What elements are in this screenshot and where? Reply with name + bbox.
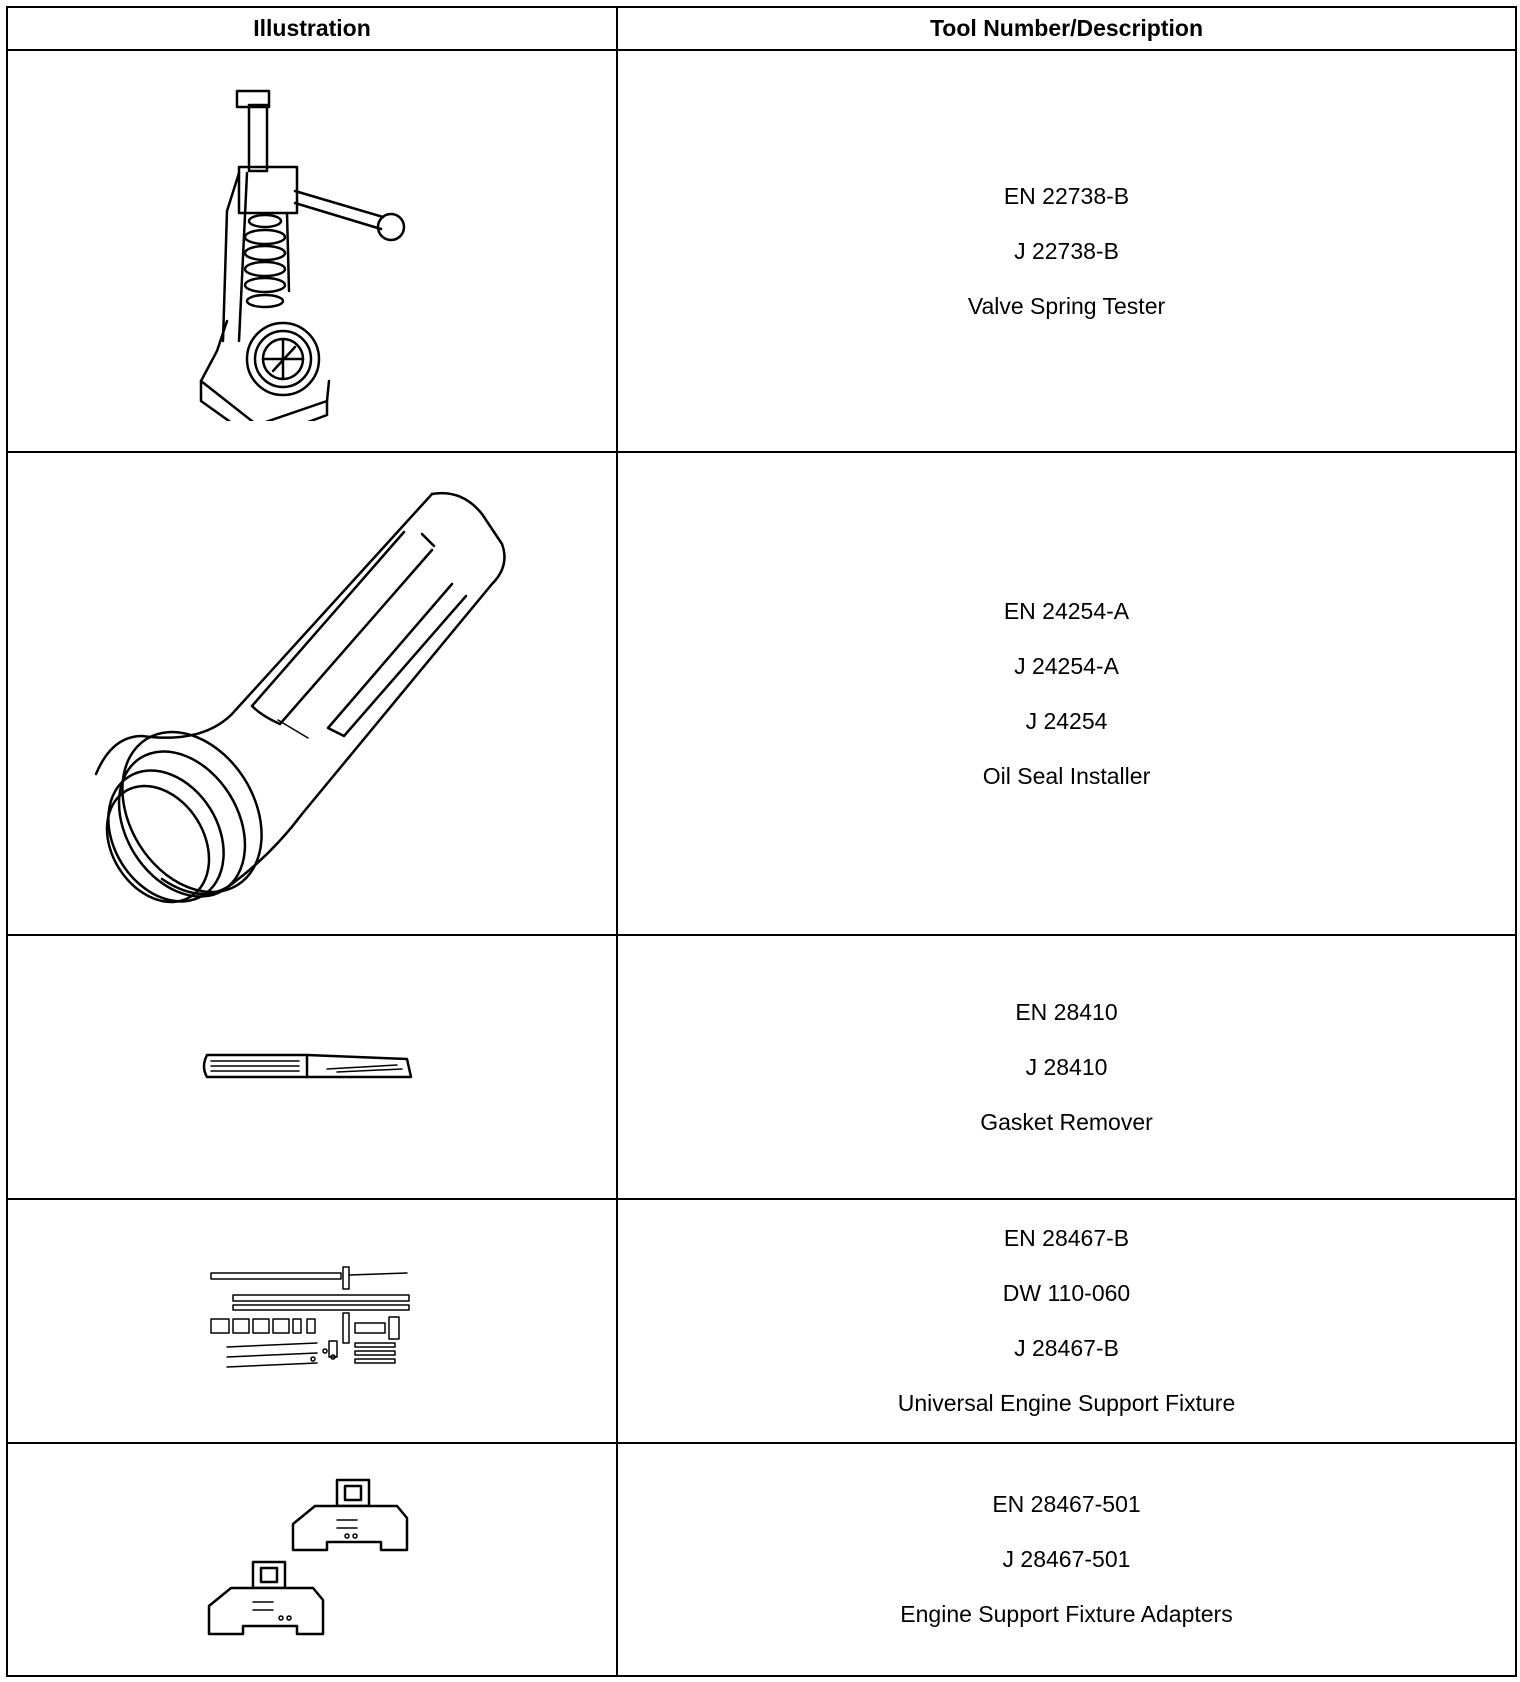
tool-description: Universal Engine Support Fixture — [897, 1390, 1236, 1416]
description-cell — [617, 50, 1516, 452]
illustration-cell — [7, 1199, 617, 1443]
table-row — [7, 50, 1516, 452]
tool-number: J 24254 — [1025, 707, 1108, 734]
tool-number: EN 22738-B — [1003, 182, 1130, 209]
description-cell — [617, 935, 1516, 1199]
header-tool-number-description: Tool Number/Description — [617, 7, 1516, 50]
engine-support-fixture-illustration — [207, 1261, 417, 1381]
tool-description: Oil Seal Installer — [982, 762, 1151, 789]
table-row — [7, 1443, 1516, 1676]
tool-description: Valve Spring Tester — [967, 292, 1166, 319]
table-row — [7, 452, 1516, 935]
tool-number: J 28467-B — [1014, 1335, 1119, 1361]
tool-number: EN 24254-A — [1003, 597, 1130, 624]
special-tools-table — [6, 6, 1517, 1677]
description-cell — [617, 1443, 1516, 1676]
tool-description: Engine Support Fixture Adapters — [900, 1601, 1233, 1627]
description-cell — [617, 1199, 1516, 1443]
tool-number: EN 28467-501 — [992, 1491, 1141, 1517]
illustration-cell — [7, 935, 617, 1199]
tool-number: J 24254-A — [1014, 652, 1119, 679]
tool-number: DW 110-060 — [1002, 1280, 1131, 1306]
tool-number: EN 28410 — [1015, 998, 1118, 1025]
description-cell — [617, 452, 1516, 935]
tool-number: EN 28467-B — [1003, 1225, 1130, 1251]
tool-number: J 22738-B — [1014, 237, 1119, 264]
illustration-cell — [7, 452, 617, 935]
tool-number: J 28467-501 — [1002, 1546, 1131, 1572]
header-illustration: Illustration — [7, 7, 617, 50]
gasket-remover-illustration — [197, 1047, 427, 1087]
table-row — [7, 935, 1516, 1199]
oil-seal-installer-illustration — [82, 474, 542, 914]
table-row — [7, 1199, 1516, 1443]
valve-spring-tester-illustration — [187, 81, 437, 421]
illustration-cell — [7, 50, 617, 452]
tool-number: J 28410 — [1025, 1053, 1108, 1080]
fixture-adapters-illustration — [197, 1470, 427, 1650]
tool-description: Gasket Remover — [980, 1108, 1153, 1135]
illustration-cell — [7, 1443, 617, 1676]
header-row — [7, 7, 1516, 50]
